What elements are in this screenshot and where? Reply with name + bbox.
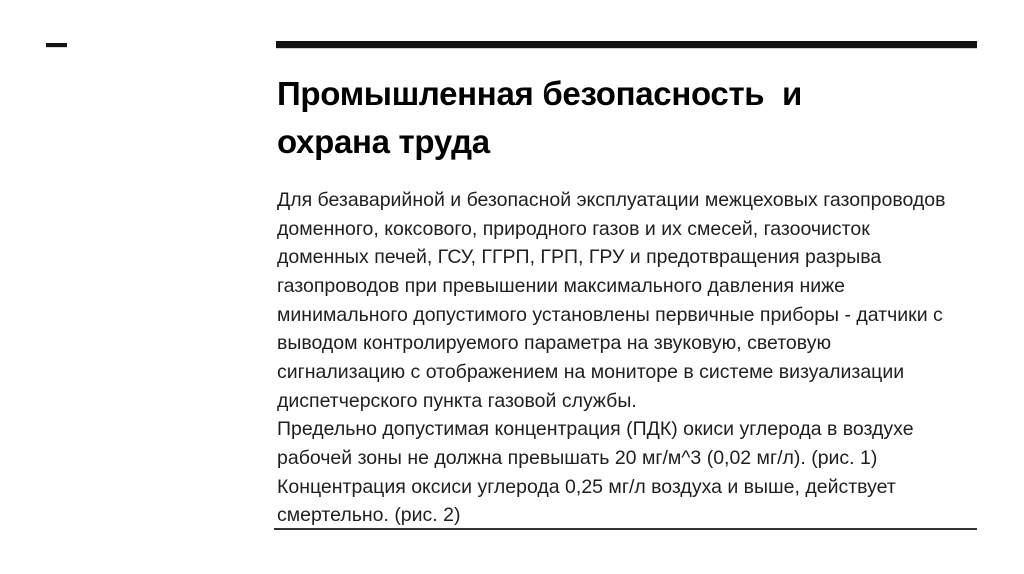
body-line: Концентрация оксиси углерода 0,25 мг/л воздуха и выше, действует bbox=[277, 475, 896, 498]
body-line: рабочей зоны не должна превышать 20 мг/м^3 (0,02 мг/л). (рис. 1) bbox=[277, 446, 878, 469]
body-line: минимального допустимого установлены первичные приборы - датчики с bbox=[277, 303, 943, 326]
body-line: выводом контролируемого параметра на звуковую, световую bbox=[277, 332, 832, 355]
body-line: газопроводов при превышении максимального давления ниже bbox=[277, 274, 846, 297]
body-line: доменного, коксового, природного газов и их смесей, газоочисток bbox=[277, 217, 870, 240]
body-line: диспетчерского пункта газовой службы. bbox=[277, 389, 637, 412]
body-line: смертельно. (рис. 2) bbox=[277, 504, 461, 527]
slide-title-line-2: охрана труда bbox=[277, 123, 490, 160]
body-line: Предельно допустимая концентрация (ПДК) окиси углерода в воздухе bbox=[277, 418, 914, 441]
body-line: Для безаварийной и безопасной эксплуатации межцеховых газопроводов bbox=[277, 189, 946, 211]
paragraph-1 bbox=[277, 186, 989, 415]
body-line: доменных печей, ГСУ, ГГРП, ГРП, ГРУ и предотвращения разрыва bbox=[277, 246, 882, 269]
accent-dash bbox=[46, 43, 67, 47]
body-line: сигнализацию с отображением на мониторе в системе визуализации bbox=[277, 360, 905, 383]
title-rule bbox=[276, 41, 977, 48]
footer-rule bbox=[274, 528, 977, 530]
slide-title bbox=[277, 70, 997, 166]
paragraph-2 bbox=[277, 415, 989, 530]
slide-body bbox=[277, 186, 989, 530]
slide-title-line-1: Промышленная безопасность и bbox=[277, 75, 803, 112]
